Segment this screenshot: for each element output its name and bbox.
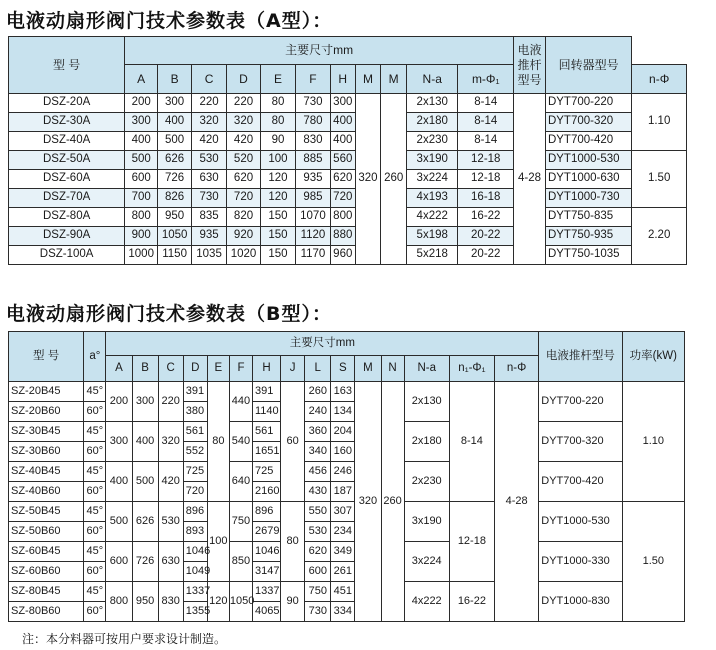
model-cell: SZ-40B60: [9, 482, 84, 502]
cell-d: 320: [227, 113, 261, 132]
header-main-dims: 主要尺寸mm: [125, 37, 514, 65]
model-cell: SZ-60B45: [9, 542, 84, 562]
cell-s: 246: [331, 462, 355, 482]
cell-c: 530: [192, 151, 227, 170]
cell-m-phi: 8-14: [458, 94, 514, 113]
header-actuator: 电液推杆型号: [539, 332, 622, 382]
cell-s: 163: [331, 382, 355, 402]
cell-s: 160: [331, 442, 355, 462]
cell-h: 800: [330, 208, 355, 227]
model-cell: SZ-80B60: [9, 602, 84, 622]
header-actuator: 电液推杆型号: [514, 37, 546, 94]
table-row: [9, 542, 685, 562]
cell-h: 4065: [253, 602, 281, 622]
cell-f: 830: [295, 132, 330, 151]
cell-angle: 45°: [84, 382, 106, 402]
cell-m-phi: 12-18: [458, 151, 514, 170]
table-row: [9, 94, 687, 113]
cell-l: 260: [305, 382, 331, 402]
cell-n-phi: 4-28: [494, 382, 538, 622]
cell-m-phi: 8-14: [458, 113, 514, 132]
cell-j: 60: [281, 382, 305, 502]
model-cell: SZ-50B45: [9, 502, 84, 522]
model-cell: SZ-60B60: [9, 562, 84, 582]
cell-c: 420: [192, 132, 227, 151]
cell-d: 720: [183, 482, 207, 502]
cell-c: 220: [158, 382, 183, 422]
cell-angle: 60°: [84, 482, 106, 502]
table-row: [9, 189, 687, 208]
table-row: [9, 502, 685, 522]
cell-actuator: DYT1000-730: [545, 189, 631, 208]
cell-m2: 260: [381, 94, 407, 265]
model-cell: DSZ-50A: [9, 151, 125, 170]
cell-b: 1050: [158, 227, 192, 246]
cell-n-phi: 4-28: [514, 94, 546, 265]
cell-l: 360: [305, 422, 331, 442]
cell-c: 320: [192, 113, 227, 132]
model-cell: SZ-20B45: [9, 382, 84, 402]
header-model: 型 号: [9, 37, 125, 94]
cell-na: 2x180: [407, 113, 458, 132]
cell-actuator: DYT750-935: [545, 227, 631, 246]
header-dim: N-a: [404, 356, 449, 382]
table-row: [9, 170, 687, 189]
cell-b: 300: [132, 382, 158, 422]
cell-actuator: DYT700-320: [545, 113, 631, 132]
cell-d: 561: [183, 422, 207, 442]
model-cell: DSZ-100A: [9, 246, 125, 265]
header-dim: A: [125, 65, 158, 94]
header-main-dims: 主要尺寸mm: [106, 332, 539, 356]
cell-h: 560: [330, 151, 355, 170]
cell-actuator: DYT700-320: [539, 422, 622, 462]
cell-a: 900: [125, 227, 158, 246]
cell-f: 985: [295, 189, 330, 208]
cell-h: 1651: [253, 442, 281, 462]
cell-c: 935: [192, 227, 227, 246]
cell-e: 150: [260, 246, 295, 265]
cell-f: 730: [295, 94, 330, 113]
cell-angle: 60°: [84, 442, 106, 462]
cell-l: 550: [305, 502, 331, 522]
header-dim: S: [331, 356, 355, 382]
cell-c: 220: [192, 94, 227, 113]
header-dim: A: [106, 356, 132, 382]
model-cell: DSZ-80A: [9, 208, 125, 227]
cell-d: 893: [183, 522, 207, 542]
cell-h: 725: [253, 462, 281, 482]
cell-angle: 45°: [84, 462, 106, 482]
cell-actuator: DYT700-220: [545, 94, 631, 113]
table-row: [9, 246, 687, 265]
footnote: 注：本分料器可按用户要求设计制造。: [22, 632, 227, 646]
model-cell: DSZ-30A: [9, 113, 125, 132]
cell-actuator: DYT1000-530: [545, 151, 631, 170]
cell-actuator: DYT700-220: [539, 382, 622, 422]
cell-angle: 60°: [84, 402, 106, 422]
table-row: [9, 582, 685, 602]
cell-m: 320: [355, 382, 381, 622]
table-row: [9, 132, 687, 151]
cell-d: 920: [227, 227, 261, 246]
cell-a: 1000: [125, 246, 158, 265]
cell-c: 530: [158, 502, 183, 542]
cell-s: 187: [331, 482, 355, 502]
cell-na: 4x222: [404, 582, 449, 622]
cell-d: 1337: [183, 582, 207, 602]
header-dim: C: [158, 356, 183, 382]
cell-h: 400: [330, 132, 355, 151]
cell-na: 2x130: [404, 382, 449, 422]
model-cell: SZ-30B45: [9, 422, 84, 442]
cell-actuator: DYT700-420: [539, 462, 622, 502]
cell-b: 300: [158, 94, 192, 113]
table-row: [9, 382, 685, 402]
header-dim: M: [355, 65, 381, 94]
header-dim: B: [132, 356, 158, 382]
cell-a: 500: [125, 151, 158, 170]
header-dim: H: [330, 65, 355, 94]
header-dim: M: [381, 65, 407, 94]
cell-rotator: 1.10: [632, 94, 687, 151]
cell-b: 626: [132, 502, 158, 542]
cell-a: 700: [125, 189, 158, 208]
cell-a: 200: [106, 382, 132, 422]
cell-l: 456: [305, 462, 331, 482]
cell-actuator: DYT1000-630: [545, 170, 631, 189]
cell-a: 800: [125, 208, 158, 227]
cell-s: 334: [331, 602, 355, 622]
table-row: [9, 113, 687, 132]
cell-f: 1120: [295, 227, 330, 246]
cell-d: 896: [183, 502, 207, 522]
table-a-title: 电液动扇形阀门技术参数表（A型）：: [6, 10, 333, 32]
cell-h: 1046: [253, 542, 281, 562]
cell-f: 850: [229, 542, 252, 582]
cell-d: 520: [227, 151, 261, 170]
cell-power: 1.10: [622, 382, 684, 502]
cell-d: 391: [183, 382, 207, 402]
cell-a: 600: [106, 542, 132, 582]
cell-actuator: DYT750-1035: [545, 246, 631, 265]
cell-angle: 60°: [84, 522, 106, 542]
cell-h: 620: [330, 170, 355, 189]
table-row: [9, 151, 687, 170]
cell-na: 2x180: [404, 422, 449, 462]
header-dim: E: [207, 356, 229, 382]
cell-f: 1050: [229, 582, 252, 622]
cell-c: 835: [192, 208, 227, 227]
cell-d: 1020: [227, 246, 261, 265]
cell-na: 3x224: [404, 542, 449, 582]
cell-d: 552: [183, 442, 207, 462]
cell-e: 120: [260, 189, 295, 208]
cell-s: 349: [331, 542, 355, 562]
header-dim: n-Φ: [494, 356, 538, 382]
cell-na: 2x230: [404, 462, 449, 502]
parameter-table-b: [8, 331, 685, 622]
cell-d: 720: [227, 189, 261, 208]
cell-n1-phi1: 12-18: [449, 502, 494, 582]
header-model: 型 号: [9, 332, 84, 382]
model-cell: DSZ-70A: [9, 189, 125, 208]
table-row: [9, 462, 685, 482]
cell-l: 240: [305, 402, 331, 422]
cell-actuator: DYT1000-530: [539, 502, 622, 542]
cell-m-phi: 16-22: [458, 208, 514, 227]
cell-power: 1.50: [622, 502, 684, 622]
cell-f: 640: [229, 462, 252, 502]
cell-f: 885: [295, 151, 330, 170]
model-cell: DSZ-40A: [9, 132, 125, 151]
cell-actuator: DYT1000-830: [539, 582, 622, 622]
cell-d: 1355: [183, 602, 207, 622]
cell-angle: 45°: [84, 422, 106, 442]
header-dim: D: [227, 65, 261, 94]
header-rotator: 回转器型号: [545, 37, 631, 94]
cell-d: 820: [227, 208, 261, 227]
cell-l: 340: [305, 442, 331, 462]
cell-d: 380: [183, 402, 207, 422]
table-b-title: 电液动扇形阀门技术参数表（B型）：: [6, 303, 332, 325]
cell-h: 960: [330, 246, 355, 265]
header-power: 功率(kW): [622, 332, 684, 382]
table-row: [9, 227, 687, 246]
header-dim: N-a: [407, 65, 458, 94]
cell-m-phi: 20-22: [458, 227, 514, 246]
header-dim: D: [183, 356, 207, 382]
model-cell: DSZ-20A: [9, 94, 125, 113]
model-cell: SZ-50B60: [9, 522, 84, 542]
cell-c: 1035: [192, 246, 227, 265]
model-cell: SZ-40B45: [9, 462, 84, 482]
header-dim: H: [253, 356, 281, 382]
cell-angle: 45°: [84, 502, 106, 522]
cell-na: 4x222: [407, 208, 458, 227]
cell-a: 300: [106, 422, 132, 462]
cell-h: 300: [330, 94, 355, 113]
cell-l: 620: [305, 542, 331, 562]
cell-e: 150: [260, 208, 295, 227]
cell-h: 3147: [253, 562, 281, 582]
cell-b: 626: [158, 151, 192, 170]
model-cell: DSZ-90A: [9, 227, 125, 246]
cell-m-phi: 12-18: [458, 170, 514, 189]
cell-h: 2679: [253, 522, 281, 542]
cell-s: 451: [331, 582, 355, 602]
cell-na: 2x130: [407, 94, 458, 113]
cell-l: 430: [305, 482, 331, 502]
header-dim: J: [281, 356, 305, 382]
cell-h: 1337: [253, 582, 281, 602]
cell-a: 500: [106, 502, 132, 542]
cell-l: 600: [305, 562, 331, 582]
header-dim: N: [381, 356, 404, 382]
cell-f: 935: [295, 170, 330, 189]
cell-angle: 45°: [84, 542, 106, 562]
cell-d: 725: [183, 462, 207, 482]
cell-s: 134: [331, 402, 355, 422]
header-dim: M: [355, 356, 381, 382]
cell-h: 400: [330, 113, 355, 132]
cell-c: 630: [158, 542, 183, 582]
header-angle: a°: [84, 332, 106, 382]
cell-c: 320: [158, 422, 183, 462]
cell-b: 500: [158, 132, 192, 151]
cell-f: 1070: [295, 208, 330, 227]
cell-b: 726: [158, 170, 192, 189]
cell-m-phi: 8-14: [458, 132, 514, 151]
table-row: [9, 422, 685, 442]
cell-s: 307: [331, 502, 355, 522]
cell-e: 80: [260, 94, 295, 113]
cell-e: 100: [207, 502, 229, 582]
cell-s: 261: [331, 562, 355, 582]
cell-rotator: 2.20: [632, 208, 687, 265]
cell-b: 826: [158, 189, 192, 208]
cell-rotator: 1.50: [632, 151, 687, 208]
cell-b: 400: [132, 422, 158, 462]
cell-e: 90: [260, 132, 295, 151]
cell-m-phi: 16-18: [458, 189, 514, 208]
cell-angle: 60°: [84, 602, 106, 622]
cell-na: 2x230: [407, 132, 458, 151]
cell-c: 830: [158, 582, 183, 622]
cell-b: 950: [132, 582, 158, 622]
cell-a: 800: [106, 582, 132, 622]
cell-b: 950: [158, 208, 192, 227]
cell-m-phi: 20-22: [458, 246, 514, 265]
cell-f: 750: [229, 502, 252, 542]
cell-h: 561: [253, 422, 281, 442]
cell-s: 234: [331, 522, 355, 542]
header-dim: E: [260, 65, 295, 94]
cell-d: 620: [227, 170, 261, 189]
cell-d: 1046: [183, 542, 207, 562]
cell-b: 1150: [158, 246, 192, 265]
cell-actuator: DYT750-835: [545, 208, 631, 227]
cell-e: 120: [207, 582, 229, 622]
cell-h: 880: [330, 227, 355, 246]
cell-j: 90: [281, 582, 305, 622]
cell-b: 500: [132, 462, 158, 502]
cell-l: 530: [305, 522, 331, 542]
cell-e: 80: [260, 113, 295, 132]
cell-a: 600: [125, 170, 158, 189]
header-dim: n₁-Φ₁: [449, 356, 494, 382]
header-dim: m-Φ₁: [458, 65, 514, 94]
header-dim: F: [229, 356, 252, 382]
cell-l: 750: [305, 582, 331, 602]
cell-c: 730: [192, 189, 227, 208]
cell-e: 100: [260, 151, 295, 170]
cell-d: 420: [227, 132, 261, 151]
header-dim: B: [158, 65, 192, 94]
header-dim: C: [192, 65, 227, 94]
cell-angle: 45°: [84, 582, 106, 602]
cell-f: 1170: [295, 246, 330, 265]
cell-h: 720: [330, 189, 355, 208]
model-cell: SZ-20B60: [9, 402, 84, 422]
cell-b: 400: [158, 113, 192, 132]
cell-na: 3x224: [407, 170, 458, 189]
cell-b: 726: [132, 542, 158, 582]
cell-f: 440: [229, 382, 252, 422]
cell-a: 200: [125, 94, 158, 113]
cell-n: 260: [381, 382, 404, 622]
model-cell: SZ-80B45: [9, 582, 84, 602]
cell-actuator: DYT700-420: [545, 132, 631, 151]
cell-c: 420: [158, 462, 183, 502]
cell-a: 400: [106, 462, 132, 502]
cell-na: 3x190: [404, 502, 449, 542]
cell-h: 896: [253, 502, 281, 522]
header-dim: F: [295, 65, 330, 94]
cell-n1-phi1: 8-14: [449, 382, 494, 502]
cell-s: 204: [331, 422, 355, 442]
cell-j: 80: [281, 502, 305, 582]
cell-na: 3x190: [407, 151, 458, 170]
model-cell: SZ-30B60: [9, 442, 84, 462]
cell-d: 220: [227, 94, 261, 113]
cell-h: 1140: [253, 402, 281, 422]
cell-a: 300: [125, 113, 158, 132]
model-cell: DSZ-60A: [9, 170, 125, 189]
table-row: [9, 208, 687, 227]
header-dim: n-Φ: [632, 65, 687, 94]
cell-l: 730: [305, 602, 331, 622]
cell-na: 5x218: [407, 246, 458, 265]
cell-e: 120: [260, 170, 295, 189]
cell-f: 540: [229, 422, 252, 462]
cell-angle: 60°: [84, 562, 106, 582]
cell-a: 400: [125, 132, 158, 151]
cell-c: 630: [192, 170, 227, 189]
cell-d: 1049: [183, 562, 207, 582]
cell-n1-phi1: 16-22: [449, 582, 494, 622]
cell-h: 2160: [253, 482, 281, 502]
cell-na: 4x193: [407, 189, 458, 208]
cell-e: 150: [260, 227, 295, 246]
cell-m1: 320: [355, 94, 381, 265]
header-dim: L: [305, 356, 331, 382]
cell-na: 5x198: [407, 227, 458, 246]
cell-actuator: DYT1000-330: [539, 542, 622, 582]
cell-h: 391: [253, 382, 281, 402]
parameter-table-a: [8, 36, 687, 265]
cell-e: 80: [207, 382, 229, 502]
cell-f: 780: [295, 113, 330, 132]
